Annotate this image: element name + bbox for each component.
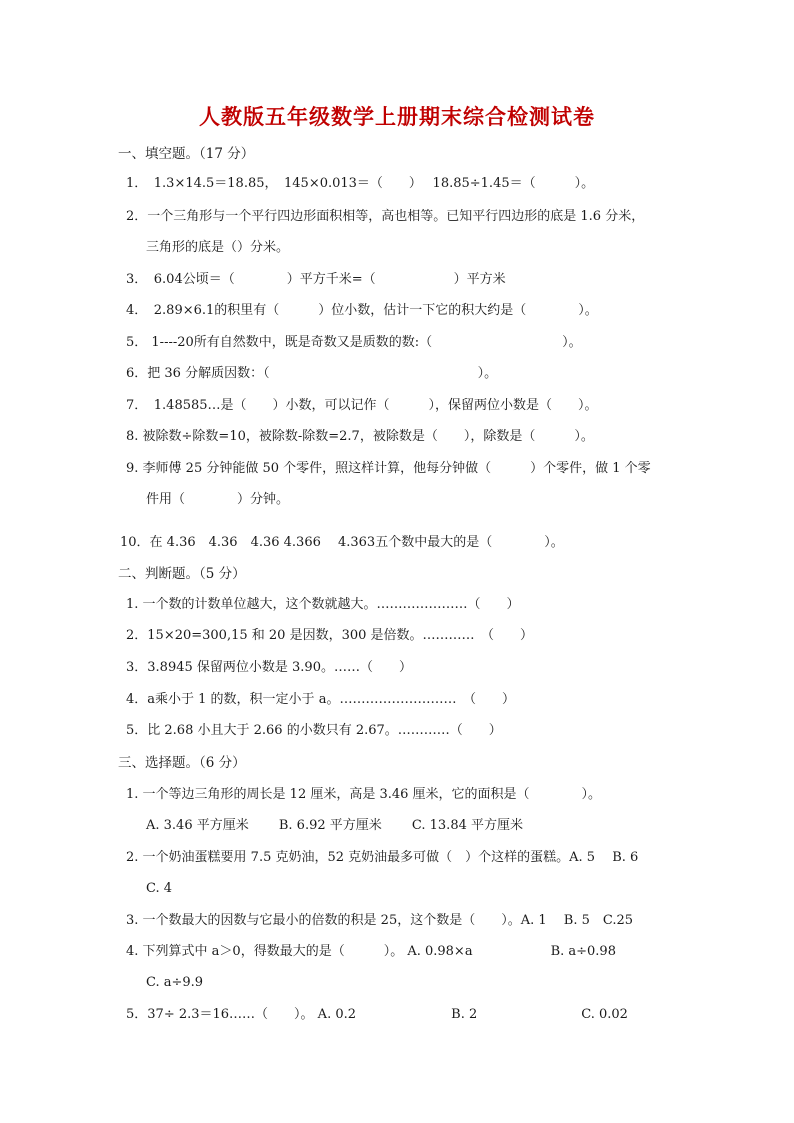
question-line: 5． 1----20所有自然数中，既是奇数又是质数的数:（ ）。 bbox=[126, 335, 582, 350]
question-line: 件用（ ）分钟。 bbox=[146, 492, 290, 507]
question-line: 9. 李师傅 25 分钟能做 50 个零件，照这样计算，他每分钟做（ ）个零件，做 1 个零 bbox=[126, 461, 651, 476]
question-line: 4．a乘小于 1 的数，积一定小于 a。……………………… （ ） bbox=[126, 692, 515, 707]
section-heading-judge: 二、判断题。（5 分） bbox=[118, 566, 246, 582]
question-line: 4. 下列算式中 a＞0，得数最大的是（ ）。 A. 0.98×a B. a÷0.98 bbox=[126, 944, 616, 959]
answer-options: A. 3.46 平方厘米 B. 6.92 平方厘米 C. 13.84 平方厘米 bbox=[146, 818, 523, 833]
question-line: 8. 被除数÷除数=10，被除数-除数=2.7，被除数是（ ），除数是（ ）。 bbox=[126, 429, 594, 444]
question-line: 6．把 36 分解质因数：（ ）。 bbox=[126, 366, 498, 381]
question-line: 5．37÷ 2.3＝16……（ ）。 A. 0.2 B. 2 C. 0.02 bbox=[126, 1007, 628, 1022]
question-line: 1. 一个等边三角形的周长是 12 厘米，高是 3.46 厘米，它的面积是（ ）。 bbox=[126, 787, 602, 802]
question-line: 1. 一个数的计数单位越大，这个数就越大。…………………（ ） bbox=[126, 597, 520, 612]
page-title: 人教版五年级数学上册期末综合检测试卷 bbox=[199, 104, 595, 129]
question-line: 3． 6.04公顷＝（ ）平方千米=（ ）平方米 bbox=[126, 272, 506, 287]
question-line: 10．在 4.36 4.36 4.36 4.366 4.363五个数中最大的是（ ）。 bbox=[120, 535, 564, 550]
question-line: 5．比 2.68 小且大于 2.66 的小数只有 2.67。…………（ ） bbox=[126, 723, 502, 738]
section-heading-fill: 一、填空题。（17 分） bbox=[118, 146, 255, 162]
question-line: 3．3.8945 保留两位小数是 3.90。……（ ） bbox=[126, 660, 412, 675]
question-line: 7． 1.48585…是（ ）小数，可以记作（ ），保留两位小数是（ ）。 bbox=[126, 398, 598, 413]
question-line: 1． 1.3×14.5＝18.85， 145×0.013＝（ ） 18.85÷1.45＝（ ）。 bbox=[126, 176, 595, 191]
question-line: 4． 2.89×6.1的积里有（ ）位小数，估计一下它的积大约是（ ）。 bbox=[126, 303, 598, 318]
question-line: 2．一个三角形与一个平行四边形面积相等，高也相等。已知平行四边形的底是 1.6 分米， bbox=[126, 209, 645, 224]
question-line: 2．15×20=300,15 和 20 是因数，300 是倍数。………… （ ） bbox=[126, 628, 534, 643]
answer-options: C. 4 bbox=[146, 881, 173, 896]
section-heading-choice: 三、选择题。（6 分） bbox=[118, 755, 246, 771]
question-line: 三角形的底是（）分米。 bbox=[146, 240, 290, 255]
question-line: 2. 一个奶油蛋糕要用 7.5 克奶油，52 克奶油最多可做（ ）个这样的蛋糕。A. 5 B. 6 bbox=[126, 850, 639, 865]
question-line: 3. 一个数最大的因数与它最小的倍数的积是 25，这个数是（ ）。A. 1 B. 5 C.25 bbox=[126, 913, 634, 928]
answer-options: C. a÷9.9 bbox=[146, 975, 204, 990]
